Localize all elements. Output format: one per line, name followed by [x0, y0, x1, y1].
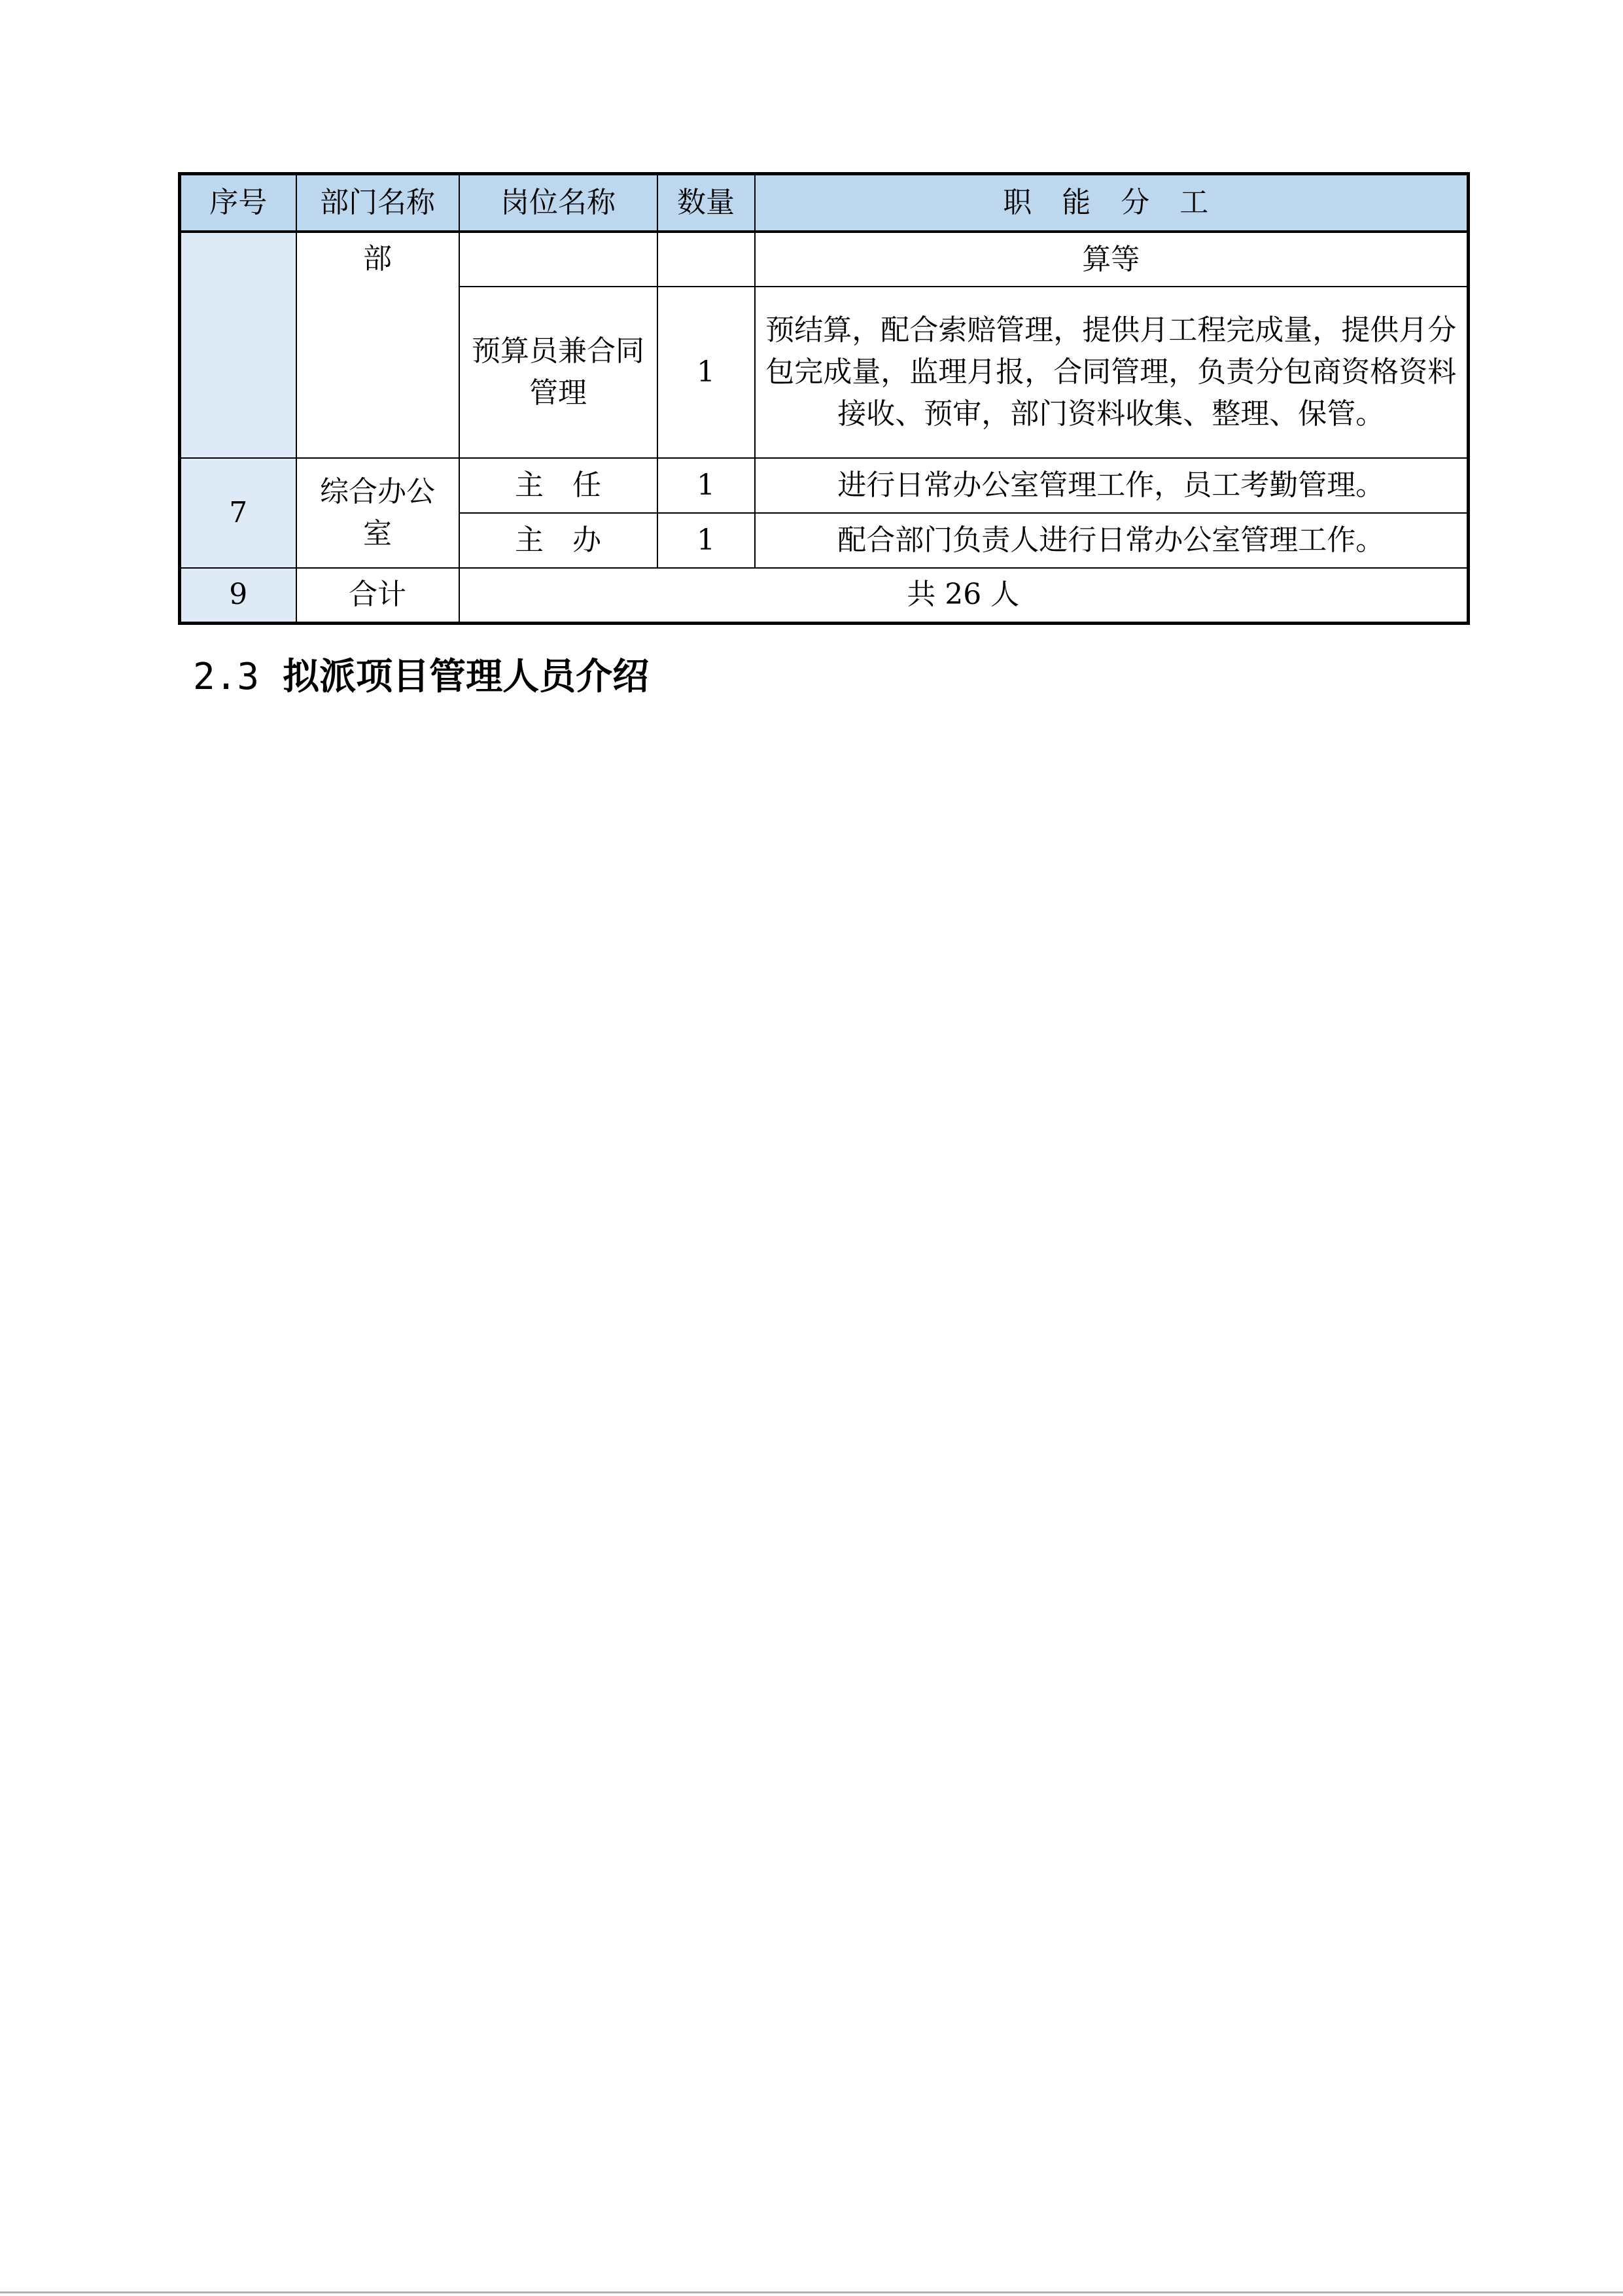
cell-duty: 进行日常办公室管理工作，员工考勤管理。	[755, 458, 1469, 513]
header-dept: 部门名称	[296, 174, 459, 232]
cell-total-label: 合计	[296, 568, 459, 623]
cell-position: 主 办	[459, 513, 657, 568]
section-title: 拟派项目管理人员介绍	[283, 656, 650, 698]
staffing-table	[178, 172, 1470, 625]
section-number: 2.3	[193, 656, 260, 698]
table-row	[180, 232, 1469, 287]
page-bottom-rule	[0, 2291, 1623, 2293]
table-header-row	[180, 174, 1469, 232]
header-seq: 序号	[180, 174, 296, 232]
header-position: 岗位名称	[459, 174, 657, 232]
header-qty: 数量	[657, 174, 755, 232]
cell-dept: 综合办公室	[296, 458, 459, 568]
cell-position-empty	[459, 232, 657, 287]
cell-qty-empty	[657, 232, 755, 287]
cell-seq: 7	[180, 458, 296, 568]
header-duty: 职 能 分 工	[755, 174, 1469, 232]
section-heading	[193, 648, 649, 700]
cell-total-value: 共 26 人	[459, 568, 1469, 623]
cell-qty: 1	[657, 458, 755, 513]
cell-position: 预算员兼合同管理	[459, 287, 657, 458]
cell-qty: 1	[657, 287, 755, 458]
cell-duty: 预结算，配合索赔管理，提供月工程完成量，提供月分包完成量，监理月报，合同管理，负责分包商资格资料接收、预审，部门资料收集、整理、保管。	[755, 287, 1469, 458]
cell-position: 主 任	[459, 458, 657, 513]
table-row-total	[180, 568, 1469, 623]
cell-duty: 配合部门负责人进行日常办公室管理工作。	[755, 513, 1469, 568]
table-row	[180, 458, 1469, 513]
cell-duty-cont: 算等	[755, 232, 1469, 287]
cell-seq-cont	[180, 232, 296, 458]
cell-seq: 9	[180, 568, 296, 623]
cell-qty: 1	[657, 513, 755, 568]
cell-dept-cont: 部	[296, 232, 459, 458]
